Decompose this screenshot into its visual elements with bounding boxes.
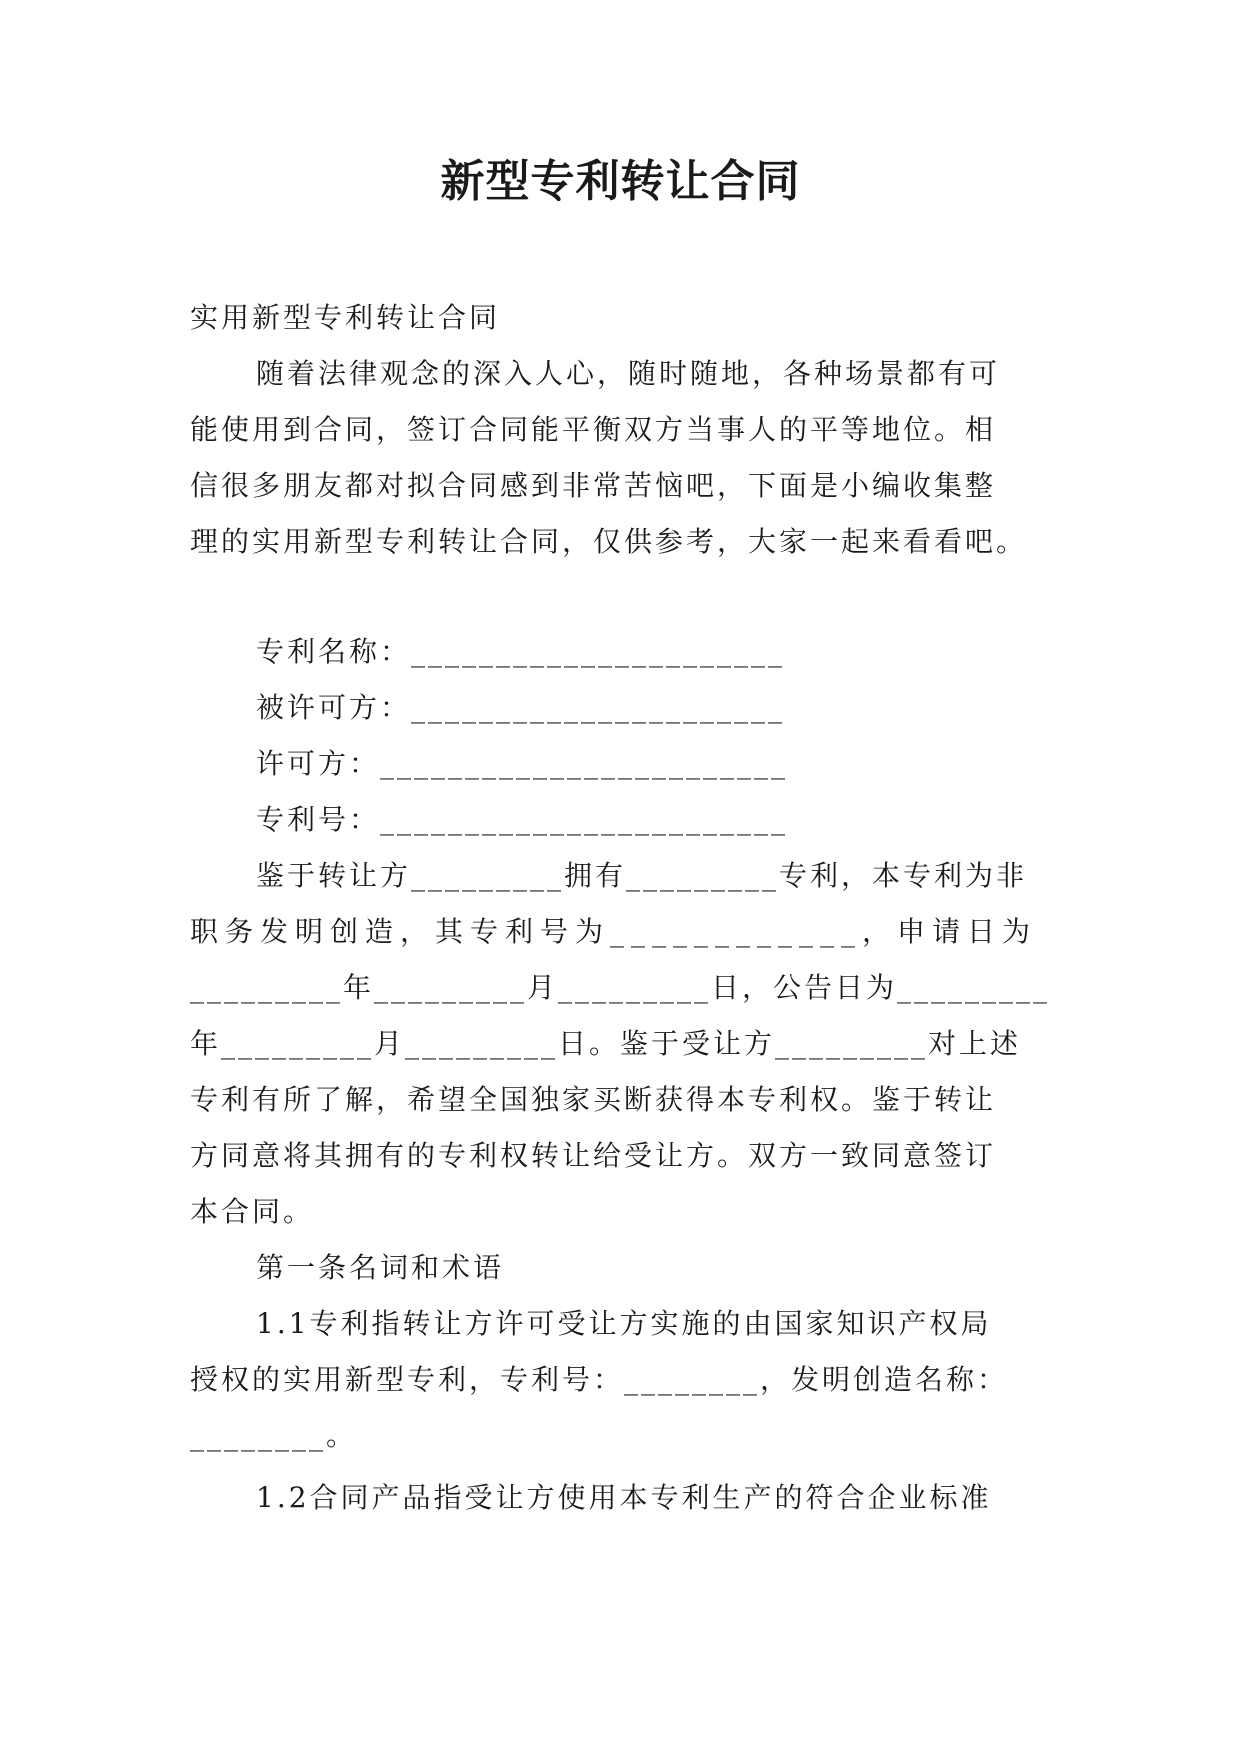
recital-line-2: 职务发明创造，其专利号为____________，申请日为 [190,915,1038,948]
recital-line-6: 方同意将其拥有的专利权转让给受让方。双方一致同意签订 [190,1139,997,1172]
recital-line-1: 鉴于转让方_________拥有_________专利，本专利为非 [256,859,1028,892]
field-patent-name: 专利名称：______________________ [256,635,786,668]
field-licensee: 被许可方：______________________ [256,691,786,724]
clause-1-1-line-3: ________。 [190,1419,358,1452]
intro-line-2: 能使用到合同，签订合同能平衡双方当事人的平等地位。相 [190,413,997,446]
intro-line-4: 理的实用新型专利转让合同，仅供参考，大家一起来看看吧。 [190,525,1028,558]
paragraph-gap [190,570,1052,624]
clause-1-1-line-1: 1.1专利指转让方许可受让方实施的由国家知识产权局 [256,1307,992,1340]
article-1-heading: 第一条名词和术语 [256,1251,505,1284]
recital-line-5: 专利有所了解，希望全国独家买断获得本专利权。鉴于转让 [190,1083,997,1116]
document-title: 新型专利转让合同 [440,156,801,207]
clause-1-2-line-1: 1.2合同产品指受让方使用本专利生产的符合企业标准 [256,1481,992,1514]
subtitle: 实用新型专利转让合同 [190,301,501,334]
field-licensor: 许可方：________________________ [256,747,789,780]
recital-line-4: 年_________月_________日。鉴于受让方_________对上述 [190,1027,1022,1060]
intro-line-3: 信很多朋友都对拟合同感到非常苦恼吧，下面是小编收集整 [190,469,997,502]
recital-line-3: _________年_________月_________日，公告日为_________ [190,971,1051,1004]
clause-1-1-line-2: 授权的实用新型专利，专利号：________，发明创造名称： [190,1363,1009,1396]
recital-line-7: 本合同。 [190,1195,315,1228]
intro-line-1: 随着法律观念的深入人心，随时随地，各种场景都有可 [256,357,1001,390]
field-patent-number: 专利号：________________________ [256,803,789,836]
document-body [190,290,1052,1526]
